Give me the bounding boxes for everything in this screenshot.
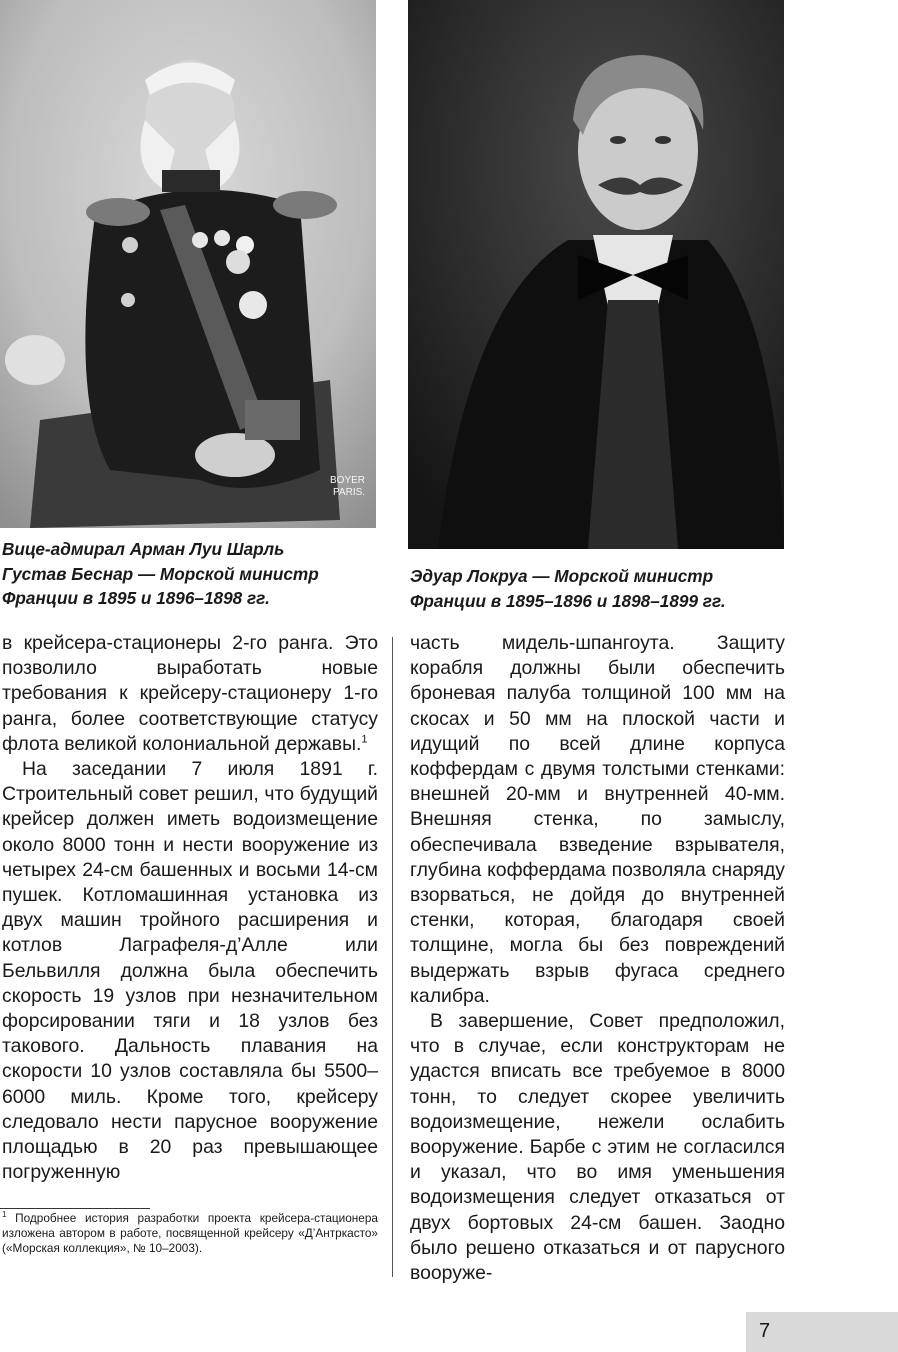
right-text-column bbox=[410, 631, 785, 1286]
footnote bbox=[2, 1211, 378, 1256]
column-divider bbox=[392, 637, 393, 1277]
admiral-portrait-photo bbox=[0, 0, 376, 528]
caption-line: Франции в 1895–1896 и 1898–1899 гг. bbox=[410, 590, 726, 611]
caption-line: Густав Беснар — Морской министр bbox=[2, 563, 319, 584]
footnote-text: Подробнее история разработки проекта крейсера-стационера изложена автором в работе, посвященной крейсеру «Д’Антркасто» («Морская коллекция», № 10–2003). bbox=[2, 1211, 378, 1255]
footnote-separator bbox=[0, 1208, 150, 1209]
footnote-mark: 1 bbox=[2, 1210, 7, 1220]
footnote-reference[interactable]: 1 bbox=[361, 733, 368, 746]
minister-portrait-photo bbox=[408, 0, 784, 549]
left-text-column bbox=[2, 631, 378, 1185]
admiral-portrait-image bbox=[0, 0, 376, 528]
body-paragraph: часть мидель-шпангоута. Защиту корабля должны были обеспечить броневая палуба толщиной 100 мм на скосах и 50 мм на плоской части и идущий по всей длине корпуса коффердам с двумя толстыми стенками: внешней 20-мм и внутренней 40-мм. Внешняя стенка, по замыслу, обеспечивала взведение взрывателя, глубина коффердама позволяла снаряду взорваться, не дойдя до внутренней стенки, которая, благодаря своей толщине, могла бы без повреждений выдержать взрыв фугаса среднего калибра. bbox=[410, 632, 785, 1007]
studio-stamp-line2: PARIS. bbox=[333, 487, 366, 498]
minister-portrait-image bbox=[408, 0, 784, 549]
caption-line: Эдуар Локруа — Морской министр bbox=[410, 566, 714, 586]
paragraph-text: в крейсера-стационеры 2-го ранга. Это позволило выработать новые требования к крейсеру-стационеру 1-го ранга, более соответствующие статусу флота великой колониальной державы. bbox=[2, 632, 378, 755]
caption-line: Вице-адмирал Арман Луи Шарль bbox=[2, 539, 285, 559]
body-paragraph: На заседании 7 июля 1891 г. Строительный совет решил, что будущий крейсер должен иметь водоизмещение около 8000 тонн и нести вооружение из четырех 24-см башенных и восьми 14-см пушек. Котломашинная установка из двух машин тройного расширения и котлов Лаграфеля-д’Алле или Бельвилля должна была обеспечить скорость 19 узлов при незначительном форсировании тяги и 18 узлов без такового. Дальность плавания на скорости 10 узлов составляла бы 5500–6000 миль. Кроме того, крейсеру следовало нести парусное вооружение площадью в 20 раз превышающее погруженную bbox=[2, 758, 378, 1184]
page-number-box bbox=[746, 1312, 898, 1352]
studio-stamp-line1: BOYER bbox=[330, 475, 366, 486]
caption-line: Франции в 1895 и 1896–1898 гг. bbox=[2, 588, 270, 608]
body-paragraph bbox=[2, 631, 378, 757]
body-paragraph: В завершение, Совет предположил, что в случае, если конструкторам не удастся вписать все требуемое в 8000 тонн, то следует скорее увеличить водоизмещение, нежели ослабить вооружение. Барбе с этим не согласился и указал, что во имя уменьшения водоизмещения следует отказаться от двух бортовых 24-см башен. Заодно было решено отказаться и от парусного вооруже- bbox=[410, 1010, 785, 1285]
page-number: 7 bbox=[759, 1320, 771, 1342]
minister-photo-caption bbox=[410, 564, 786, 613]
admiral-photo-caption bbox=[2, 537, 378, 611]
